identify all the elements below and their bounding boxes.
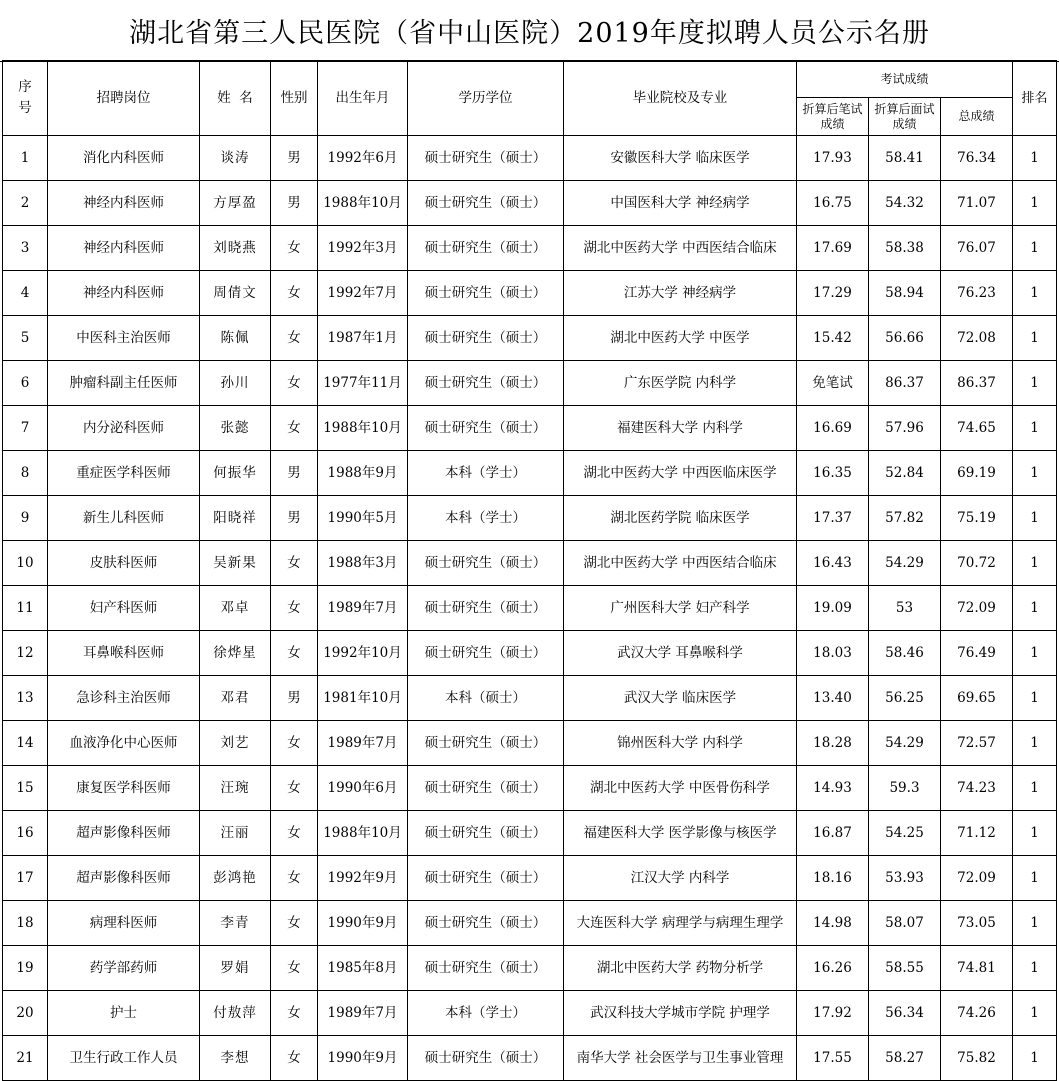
cell-total-score: 71.12 bbox=[941, 811, 1013, 856]
cell-rank: 1 bbox=[1013, 631, 1057, 676]
cell-rank: 1 bbox=[1013, 226, 1057, 271]
table-row bbox=[3, 316, 1057, 361]
cell-degree: 硕士研究生（硕士） bbox=[408, 541, 564, 586]
table-row bbox=[3, 721, 1057, 766]
cell-rank: 1 bbox=[1013, 271, 1057, 316]
cell-written-score: 15.42 bbox=[797, 316, 869, 361]
cell-gender: 男 bbox=[271, 136, 318, 181]
cell-total-score: 72.09 bbox=[941, 856, 1013, 901]
cell-interview-score: 54.29 bbox=[869, 541, 941, 586]
cell-degree: 硕士研究生（硕士） bbox=[408, 721, 564, 766]
cell-degree: 硕士研究生（硕士） bbox=[408, 856, 564, 901]
cell-birth: 1989年7月 bbox=[318, 721, 408, 766]
table-row bbox=[3, 901, 1057, 946]
table-row bbox=[3, 856, 1057, 901]
cell-rank: 1 bbox=[1013, 856, 1057, 901]
cell-position: 肿瘤科副主任医师 bbox=[48, 361, 200, 406]
header-seq: 序号 bbox=[3, 61, 48, 136]
cell-written-score: 18.03 bbox=[797, 631, 869, 676]
cell-school: 南华大学 社会医学与卫生事业管理 bbox=[564, 1036, 797, 1081]
cell-birth: 1981年10月 bbox=[318, 676, 408, 721]
table-row bbox=[3, 1036, 1057, 1081]
cell-written-score: 16.87 bbox=[797, 811, 869, 856]
cell-position: 神经内科医师 bbox=[48, 181, 200, 226]
cell-gender: 女 bbox=[271, 856, 318, 901]
cell-school: 湖北医药学院 临床医学 bbox=[564, 496, 797, 541]
cell-position: 超声影像科医师 bbox=[48, 811, 200, 856]
cell-gender: 女 bbox=[271, 361, 318, 406]
cell-seq: 19 bbox=[3, 946, 48, 991]
cell-total-score: 74.65 bbox=[941, 406, 1013, 451]
table-row bbox=[3, 451, 1057, 496]
cell-seq: 7 bbox=[3, 406, 48, 451]
cell-name: 刘晓燕 bbox=[200, 226, 271, 271]
cell-birth: 1985年8月 bbox=[318, 946, 408, 991]
cell-written-score: 17.92 bbox=[797, 991, 869, 1036]
cell-rank: 1 bbox=[1013, 901, 1057, 946]
table-row bbox=[3, 631, 1057, 676]
cell-position: 病理科医师 bbox=[48, 901, 200, 946]
header-school: 毕业院校及专业 bbox=[564, 61, 797, 136]
cell-position: 皮肤科医师 bbox=[48, 541, 200, 586]
cell-position: 新生儿科医师 bbox=[48, 496, 200, 541]
cell-total-score: 70.72 bbox=[941, 541, 1013, 586]
cell-rank: 1 bbox=[1013, 451, 1057, 496]
header-exam: 考试成绩 bbox=[797, 61, 1013, 98]
header-degree: 学历学位 bbox=[408, 61, 564, 136]
cell-degree: 硕士研究生（硕士） bbox=[408, 226, 564, 271]
cell-total-score: 76.34 bbox=[941, 136, 1013, 181]
table-row bbox=[3, 991, 1057, 1036]
cell-total-score: 71.07 bbox=[941, 181, 1013, 226]
header-name: 姓 名 bbox=[200, 61, 271, 136]
cell-position: 神经内科医师 bbox=[48, 271, 200, 316]
cell-rank: 1 bbox=[1013, 946, 1057, 991]
cell-degree: 硕士研究生（硕士） bbox=[408, 316, 564, 361]
cell-gender: 女 bbox=[271, 586, 318, 631]
cell-birth: 1987年1月 bbox=[318, 316, 408, 361]
cell-school: 广州医科大学 妇产科学 bbox=[564, 586, 797, 631]
cell-rank: 1 bbox=[1013, 991, 1057, 1036]
cell-interview-score: 54.32 bbox=[869, 181, 941, 226]
cell-position: 卫生行政工作人员 bbox=[48, 1036, 200, 1081]
cell-rank: 1 bbox=[1013, 361, 1057, 406]
cell-gender: 女 bbox=[271, 811, 318, 856]
cell-rank: 1 bbox=[1013, 406, 1057, 451]
cell-written-score: 免笔试 bbox=[797, 361, 869, 406]
cell-degree: 硕士研究生（硕士） bbox=[408, 631, 564, 676]
cell-degree: 本科（学士） bbox=[408, 991, 564, 1036]
cell-position: 护士 bbox=[48, 991, 200, 1036]
cell-interview-score: 53 bbox=[869, 586, 941, 631]
cell-rank: 1 bbox=[1013, 181, 1057, 226]
cell-rank: 1 bbox=[1013, 136, 1057, 181]
cell-name: 罗娟 bbox=[200, 946, 271, 991]
cell-seq: 13 bbox=[3, 676, 48, 721]
cell-name: 何振华 bbox=[200, 451, 271, 496]
table-row bbox=[3, 766, 1057, 811]
cell-interview-score: 58.27 bbox=[869, 1036, 941, 1081]
cell-written-score: 16.43 bbox=[797, 541, 869, 586]
cell-degree: 硕士研究生（硕士） bbox=[408, 811, 564, 856]
table-row bbox=[3, 271, 1057, 316]
cell-gender: 女 bbox=[271, 316, 318, 361]
cell-degree: 硕士研究生（硕士） bbox=[408, 586, 564, 631]
cell-seq: 9 bbox=[3, 496, 48, 541]
table-row bbox=[3, 496, 1057, 541]
cell-name: 汪琬 bbox=[200, 766, 271, 811]
cell-birth: 1988年10月 bbox=[318, 181, 408, 226]
cell-degree: 本科（学士） bbox=[408, 451, 564, 496]
cell-interview-score: 52.84 bbox=[869, 451, 941, 496]
cell-total-score: 86.37 bbox=[941, 361, 1013, 406]
cell-written-score: 18.28 bbox=[797, 721, 869, 766]
cell-interview-score: 56.34 bbox=[869, 991, 941, 1036]
cell-rank: 1 bbox=[1013, 676, 1057, 721]
cell-rank: 1 bbox=[1013, 721, 1057, 766]
cell-interview-score: 58.94 bbox=[869, 271, 941, 316]
cell-position: 耳鼻喉科医师 bbox=[48, 631, 200, 676]
table-row bbox=[3, 181, 1057, 226]
cell-school: 锦州医科大学 内科学 bbox=[564, 721, 797, 766]
cell-seq: 12 bbox=[3, 631, 48, 676]
cell-degree: 本科（学士） bbox=[408, 496, 564, 541]
cell-degree: 硕士研究生（硕士） bbox=[408, 181, 564, 226]
cell-birth: 1990年5月 bbox=[318, 496, 408, 541]
table-row bbox=[3, 586, 1057, 631]
table-row bbox=[3, 541, 1057, 586]
cell-name: 孙川 bbox=[200, 361, 271, 406]
cell-birth: 1990年6月 bbox=[318, 766, 408, 811]
cell-birth: 1977年11月 bbox=[318, 361, 408, 406]
cell-written-score: 19.09 bbox=[797, 586, 869, 631]
cell-gender: 女 bbox=[271, 406, 318, 451]
cell-school: 江汉大学 内科学 bbox=[564, 856, 797, 901]
table-row bbox=[3, 676, 1057, 721]
cell-interview-score: 53.93 bbox=[869, 856, 941, 901]
cell-birth: 1988年3月 bbox=[318, 541, 408, 586]
table-row bbox=[3, 361, 1057, 406]
cell-interview-score: 86.37 bbox=[869, 361, 941, 406]
cell-interview-score: 57.96 bbox=[869, 406, 941, 451]
cell-gender: 女 bbox=[271, 991, 318, 1036]
cell-total-score: 69.65 bbox=[941, 676, 1013, 721]
cell-gender: 女 bbox=[271, 946, 318, 991]
cell-interview-score: 54.29 bbox=[869, 721, 941, 766]
cell-interview-score: 58.07 bbox=[869, 901, 941, 946]
cell-written-score: 14.93 bbox=[797, 766, 869, 811]
cell-seq: 10 bbox=[3, 541, 48, 586]
cell-degree: 硕士研究生（硕士） bbox=[408, 901, 564, 946]
cell-written-score: 14.98 bbox=[797, 901, 869, 946]
header-interview: 折算后面试成绩 bbox=[869, 98, 941, 136]
cell-school: 大连医科大学 病理学与病理生理学 bbox=[564, 901, 797, 946]
cell-birth: 1989年7月 bbox=[318, 991, 408, 1036]
cell-school: 湖北中医药大学 中医学 bbox=[564, 316, 797, 361]
cell-degree: 硕士研究生（硕士） bbox=[408, 406, 564, 451]
cell-school: 武汉大学 临床医学 bbox=[564, 676, 797, 721]
cell-school: 湖北中医药大学 药物分析学 bbox=[564, 946, 797, 991]
cell-name: 李青 bbox=[200, 901, 271, 946]
cell-name: 谈涛 bbox=[200, 136, 271, 181]
header-gender: 性别 bbox=[271, 61, 318, 136]
table-row bbox=[3, 136, 1057, 181]
cell-degree: 硕士研究生（硕士） bbox=[408, 946, 564, 991]
cell-position: 重症医学科医师 bbox=[48, 451, 200, 496]
cell-name: 吴新果 bbox=[200, 541, 271, 586]
cell-rank: 1 bbox=[1013, 541, 1057, 586]
cell-gender: 女 bbox=[271, 901, 318, 946]
cell-gender: 女 bbox=[271, 766, 318, 811]
header-written: 折算后笔试成绩 bbox=[797, 98, 869, 136]
cell-seq: 2 bbox=[3, 181, 48, 226]
cell-seq: 6 bbox=[3, 361, 48, 406]
table-body bbox=[3, 136, 1057, 1081]
cell-birth: 1990年9月 bbox=[318, 901, 408, 946]
cell-position: 内分泌科医师 bbox=[48, 406, 200, 451]
cell-total-score: 76.23 bbox=[941, 271, 1013, 316]
cell-school: 湖北中医药大学 中西医结合临床 bbox=[564, 541, 797, 586]
cell-degree: 硕士研究生（硕士） bbox=[408, 136, 564, 181]
cell-position: 康复医学科医师 bbox=[48, 766, 200, 811]
cell-name: 邓君 bbox=[200, 676, 271, 721]
table-header bbox=[3, 61, 1057, 136]
cell-written-score: 17.93 bbox=[797, 136, 869, 181]
cell-interview-score: 56.25 bbox=[869, 676, 941, 721]
cell-total-score: 72.08 bbox=[941, 316, 1013, 361]
cell-gender: 女 bbox=[271, 226, 318, 271]
cell-gender: 女 bbox=[271, 631, 318, 676]
cell-name: 陈佩 bbox=[200, 316, 271, 361]
cell-degree: 硕士研究生（硕士） bbox=[408, 271, 564, 316]
cell-total-score: 76.49 bbox=[941, 631, 1013, 676]
cell-school: 湖北中医药大学 中西医临床医学 bbox=[564, 451, 797, 496]
cell-rank: 1 bbox=[1013, 1036, 1057, 1081]
cell-name: 付敖萍 bbox=[200, 991, 271, 1036]
cell-degree: 本科（硕士） bbox=[408, 676, 564, 721]
cell-written-score: 17.69 bbox=[797, 226, 869, 271]
cell-total-score: 75.82 bbox=[941, 1036, 1013, 1081]
cell-birth: 1990年9月 bbox=[318, 1036, 408, 1081]
cell-interview-score: 57.82 bbox=[869, 496, 941, 541]
cell-interview-score: 58.38 bbox=[869, 226, 941, 271]
cell-rank: 1 bbox=[1013, 316, 1057, 361]
cell-written-score: 13.40 bbox=[797, 676, 869, 721]
cell-seq: 4 bbox=[3, 271, 48, 316]
roster-table bbox=[2, 60, 1057, 1081]
header-birth: 出生年月 bbox=[318, 61, 408, 136]
cell-seq: 18 bbox=[3, 901, 48, 946]
cell-total-score: 72.57 bbox=[941, 721, 1013, 766]
cell-gender: 女 bbox=[271, 721, 318, 766]
cell-name: 彭鸿艳 bbox=[200, 856, 271, 901]
cell-seq: 1 bbox=[3, 136, 48, 181]
cell-name: 阳晓祥 bbox=[200, 496, 271, 541]
cell-school: 湖北中医药大学 中西医结合临床 bbox=[564, 226, 797, 271]
cell-interview-score: 58.46 bbox=[869, 631, 941, 676]
cell-total-score: 72.09 bbox=[941, 586, 1013, 631]
cell-position: 妇产科医师 bbox=[48, 586, 200, 631]
cell-gender: 男 bbox=[271, 181, 318, 226]
cell-rank: 1 bbox=[1013, 766, 1057, 811]
cell-birth: 1992年6月 bbox=[318, 136, 408, 181]
cell-name: 邓卓 bbox=[200, 586, 271, 631]
table-row bbox=[3, 811, 1057, 856]
cell-written-score: 16.75 bbox=[797, 181, 869, 226]
page-title: 湖北省第三人民医院（省中山医院）2019年度拟聘人员公示名册 bbox=[0, 0, 1059, 62]
cell-name: 张懿 bbox=[200, 406, 271, 451]
cell-rank: 1 bbox=[1013, 496, 1057, 541]
cell-birth: 1988年10月 bbox=[318, 406, 408, 451]
cell-seq: 3 bbox=[3, 226, 48, 271]
cell-degree: 硕士研究生（硕士） bbox=[408, 1036, 564, 1081]
cell-position: 药学部药师 bbox=[48, 946, 200, 991]
header-position: 招聘岗位 bbox=[48, 61, 200, 136]
cell-school: 安徽医科大学 临床医学 bbox=[564, 136, 797, 181]
cell-interview-score: 54.25 bbox=[869, 811, 941, 856]
cell-birth: 1988年10月 bbox=[318, 811, 408, 856]
table-row bbox=[3, 946, 1057, 991]
cell-seq: 11 bbox=[3, 586, 48, 631]
cell-seq: 14 bbox=[3, 721, 48, 766]
cell-interview-score: 56.66 bbox=[869, 316, 941, 361]
cell-position: 急诊科主治医师 bbox=[48, 676, 200, 721]
cell-gender: 女 bbox=[271, 1036, 318, 1081]
header-total: 总成绩 bbox=[941, 98, 1013, 136]
table-row bbox=[3, 406, 1057, 451]
cell-total-score: 76.07 bbox=[941, 226, 1013, 271]
cell-school: 江苏大学 神经病学 bbox=[564, 271, 797, 316]
cell-total-score: 74.26 bbox=[941, 991, 1013, 1036]
cell-name: 李想 bbox=[200, 1036, 271, 1081]
cell-written-score: 16.69 bbox=[797, 406, 869, 451]
cell-birth: 1988年9月 bbox=[318, 451, 408, 496]
cell-seq: 8 bbox=[3, 451, 48, 496]
cell-gender: 女 bbox=[271, 271, 318, 316]
cell-seq: 21 bbox=[3, 1036, 48, 1081]
cell-name: 刘艺 bbox=[200, 721, 271, 766]
cell-interview-score: 58.41 bbox=[869, 136, 941, 181]
cell-school: 福建医科大学 医学影像与核医学 bbox=[564, 811, 797, 856]
cell-birth: 1992年3月 bbox=[318, 226, 408, 271]
cell-school: 中国医科大学 神经病学 bbox=[564, 181, 797, 226]
cell-gender: 女 bbox=[271, 541, 318, 586]
cell-birth: 1992年10月 bbox=[318, 631, 408, 676]
cell-interview-score: 59.3 bbox=[869, 766, 941, 811]
cell-position: 神经内科医师 bbox=[48, 226, 200, 271]
cell-written-score: 17.37 bbox=[797, 496, 869, 541]
cell-gender: 男 bbox=[271, 496, 318, 541]
cell-written-score: 17.29 bbox=[797, 271, 869, 316]
cell-school: 湖北中医药大学 中医骨伤科学 bbox=[564, 766, 797, 811]
cell-seq: 15 bbox=[3, 766, 48, 811]
cell-name: 徐烨星 bbox=[200, 631, 271, 676]
cell-name: 方厚盈 bbox=[200, 181, 271, 226]
cell-rank: 1 bbox=[1013, 811, 1057, 856]
cell-written-score: 16.26 bbox=[797, 946, 869, 991]
cell-position: 消化内科医师 bbox=[48, 136, 200, 181]
cell-total-score: 69.19 bbox=[941, 451, 1013, 496]
cell-seq: 17 bbox=[3, 856, 48, 901]
cell-name: 周倩文 bbox=[200, 271, 271, 316]
cell-position: 超声影像科医师 bbox=[48, 856, 200, 901]
cell-degree: 硕士研究生（硕士） bbox=[408, 361, 564, 406]
cell-school: 武汉大学 耳鼻喉科学 bbox=[564, 631, 797, 676]
cell-total-score: 74.23 bbox=[941, 766, 1013, 811]
cell-interview-score: 58.55 bbox=[869, 946, 941, 991]
cell-seq: 5 bbox=[3, 316, 48, 361]
cell-school: 广东医学院 内科学 bbox=[564, 361, 797, 406]
cell-position: 中医科主治医师 bbox=[48, 316, 200, 361]
table-row bbox=[3, 226, 1057, 271]
cell-school: 武汉科技大学城市学院 护理学 bbox=[564, 991, 797, 1036]
cell-school: 福建医科大学 内科学 bbox=[564, 406, 797, 451]
cell-degree: 硕士研究生（硕士） bbox=[408, 766, 564, 811]
cell-written-score: 17.55 bbox=[797, 1036, 869, 1081]
header-rank: 排名 bbox=[1013, 61, 1057, 136]
cell-rank: 1 bbox=[1013, 586, 1057, 631]
cell-written-score: 16.35 bbox=[797, 451, 869, 496]
cell-seq: 16 bbox=[3, 811, 48, 856]
cell-name: 汪丽 bbox=[200, 811, 271, 856]
cell-total-score: 75.19 bbox=[941, 496, 1013, 541]
cell-gender: 男 bbox=[271, 676, 318, 721]
cell-seq: 20 bbox=[3, 991, 48, 1036]
cell-written-score: 18.16 bbox=[797, 856, 869, 901]
cell-birth: 1992年9月 bbox=[318, 856, 408, 901]
cell-birth: 1989年7月 bbox=[318, 586, 408, 631]
cell-birth: 1992年7月 bbox=[318, 271, 408, 316]
cell-position: 血液净化中心医师 bbox=[48, 721, 200, 766]
cell-gender: 男 bbox=[271, 451, 318, 496]
cell-total-score: 73.05 bbox=[941, 901, 1013, 946]
cell-total-score: 74.81 bbox=[941, 946, 1013, 991]
